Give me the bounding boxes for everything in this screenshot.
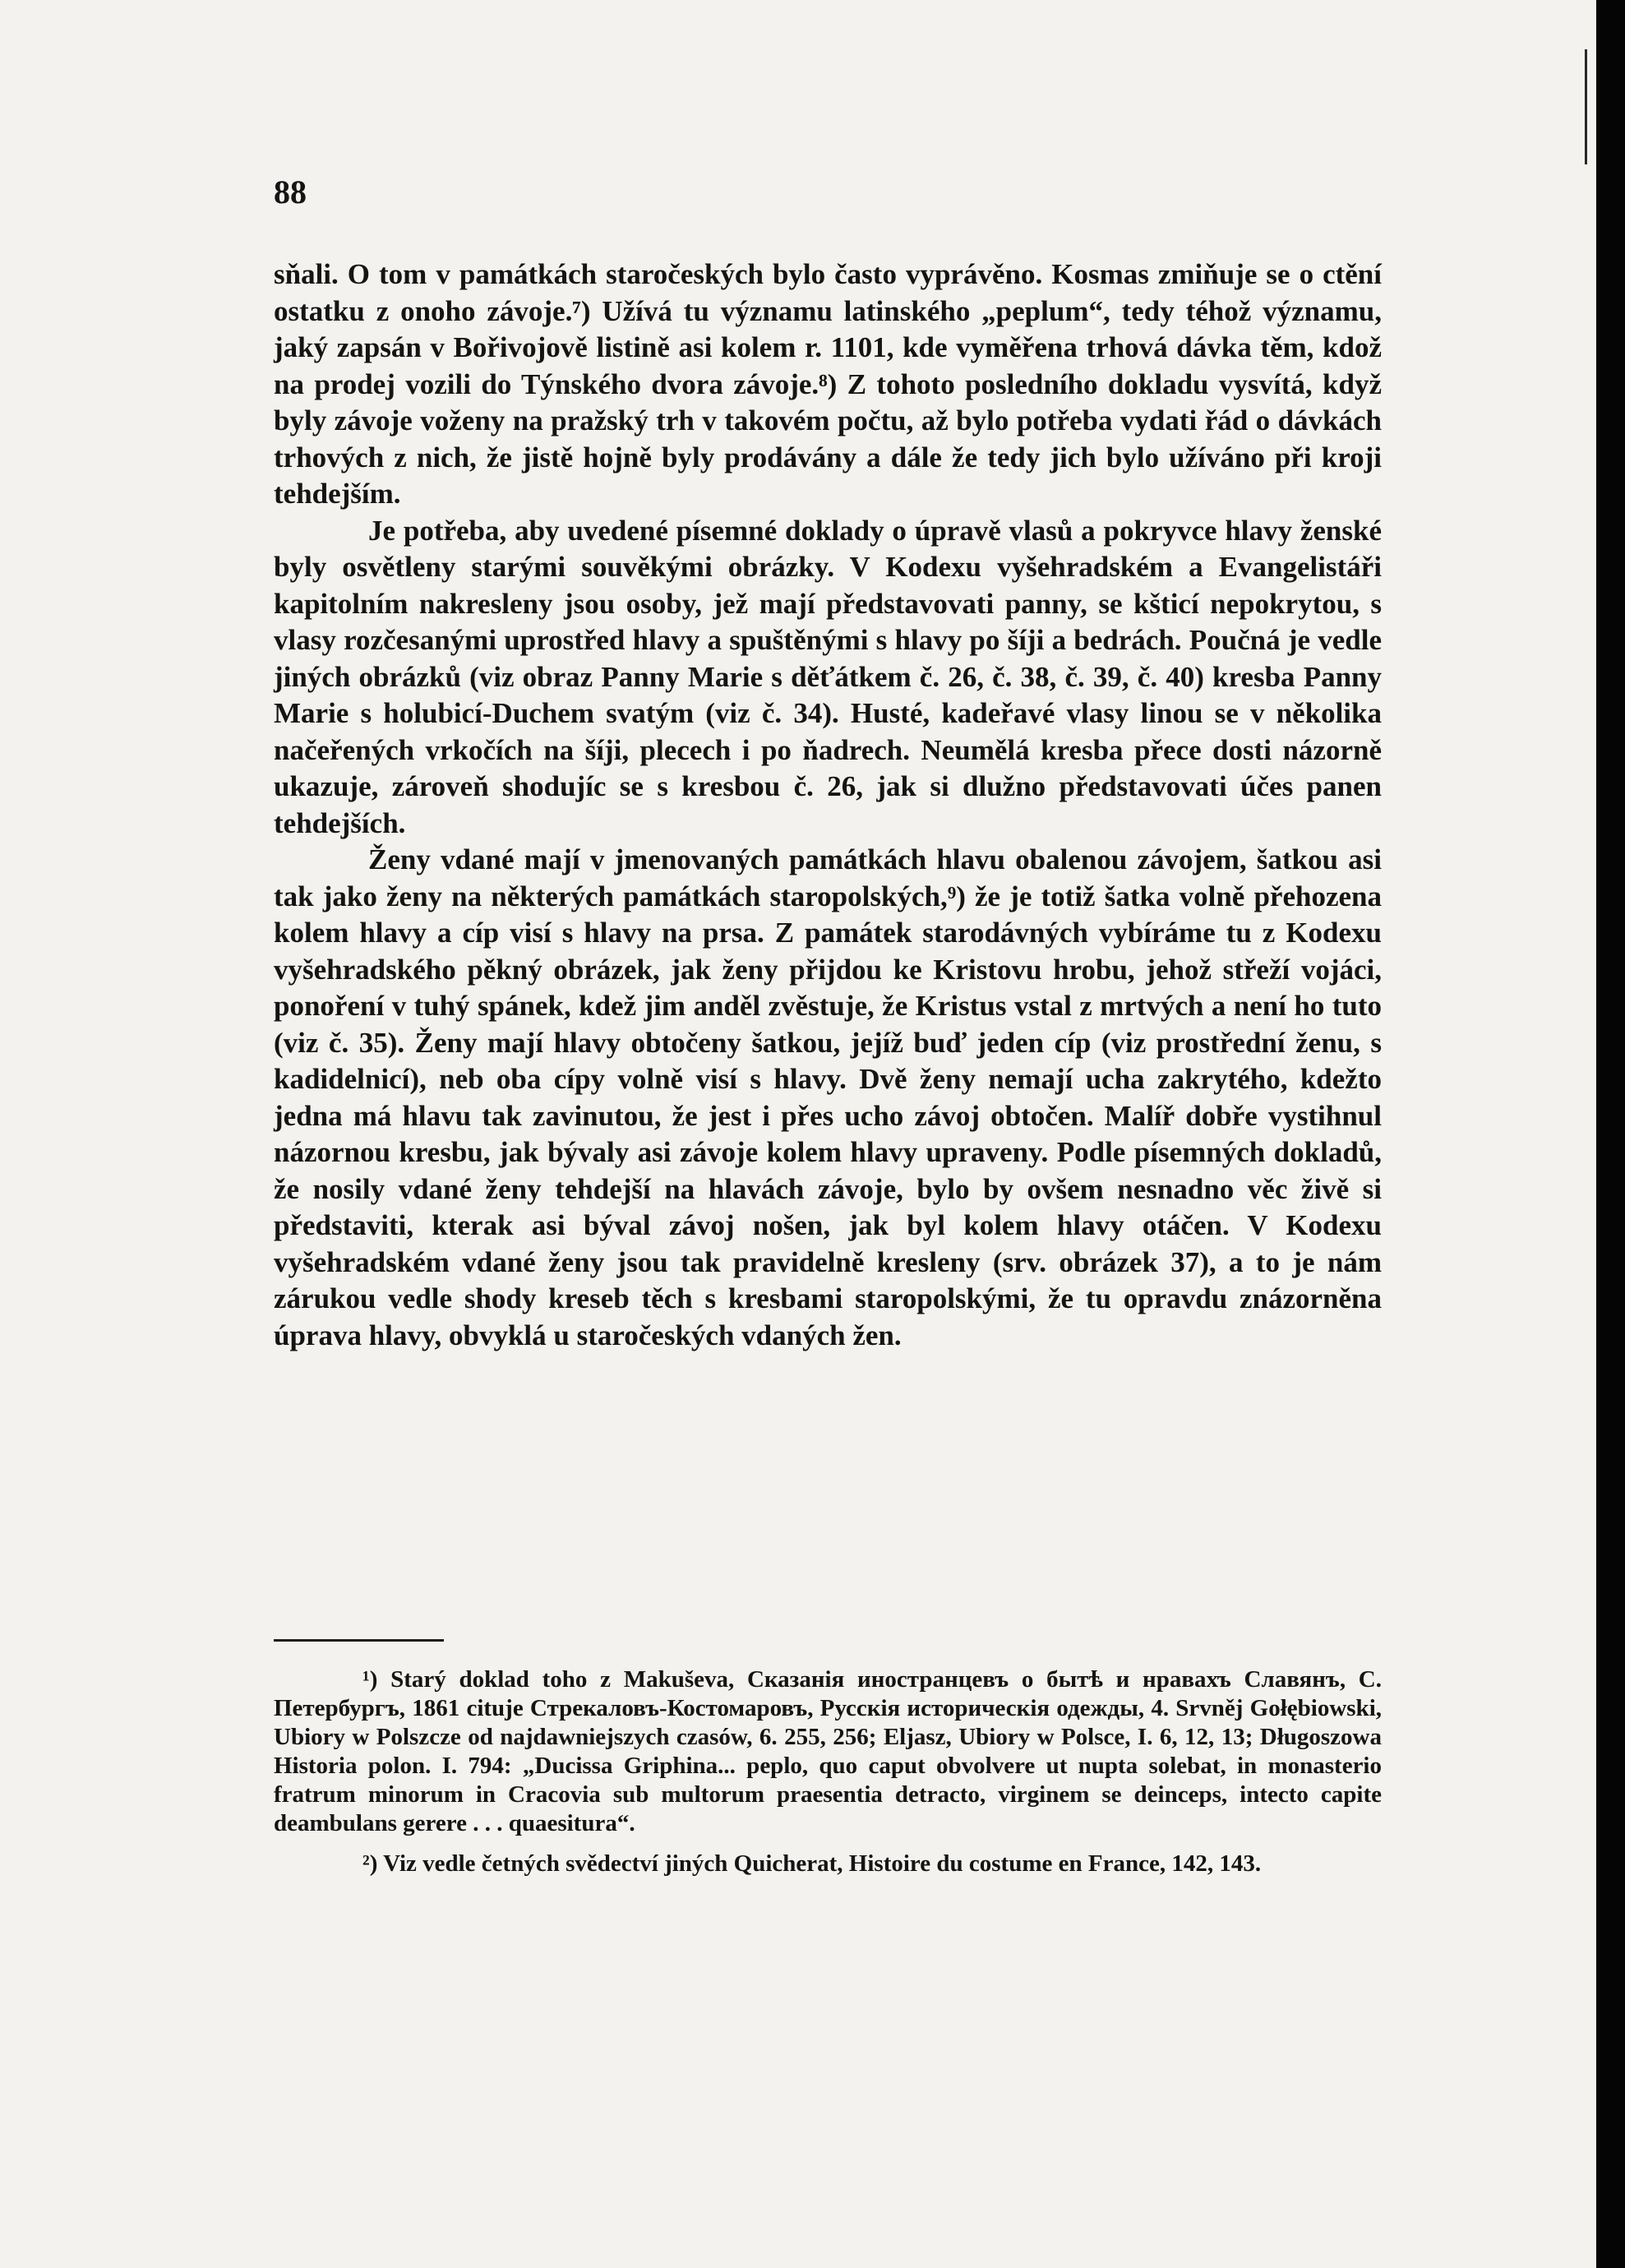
page-number: 88: [274, 173, 307, 210]
scan-border: [1596, 0, 1625, 2268]
footnote-1: ¹) Starý doklad toho z Makuševa, Сказанія иностранцевъ о бытѣ и нравахъ Славянъ, С. Петербургъ, 1861 cituje Стрекаловъ-Костомаровъ, Русскія историческія одежды, 4. Srvněj Gołębiowski, Ubiory w Polszcze od najdawniejszych czasów, 6. 255, 256; Eljasz, Ubiory w Polsce, I. 6, 12, 13; Długoszowa Historia polon. I. 794: „Ducissa Griphina... peplo, quo caput obvolvere ut nupta solebat, in monasterio fratrum minorum in Cracovia sub multorum praesentia detracto, virginem se deinceps, intecto capite deambulans gerere . . . quaesitura“.: [274, 1666, 1382, 1836]
paragraph-3: Ženy vdané mají v jmenovaných památkách hlavu obalenou závojem, šatkou asi tak jako ženy na některých památkách staropolských,⁹) že je totiž šatka volně přehozena kolem hlavy a cíp visí s hlavy na prsa. Z památek starodávných vybíráme tu z Kodexu vyšehradského pěkný obrázek, jak ženy přijdou ke Kristovu hrobu, jehož střeží vojáci, ponoření v tuhý spánek, kdež jim anděl zvěstuje, že Kristus vstal z mrtvých a není ho tuto (viz č. 35). Ženy mají hlavy obtočeny šatkou, jejíž buď jeden cíp (viz prostřední ženu, s kadidelnicí), neb oba cípy volně visí s hlavy. Dvě ženy nemají ucha zakrytého, kdežto jedna má hlavu tak zavinutou, že jest i přes ucho závoj obtočen. Malíř dobře vystihnul názornou kresbu, jak bývaly asi závoje kolem hlavy upraveny. Podle písemných dokladů, že nosily vdané ženy tehdejší na hlavách závoje, bylo by ovšem nesnadno věc živě si představiti, kterak asi býval závoj nošen, jak byl kolem hlavy otáčen. V Kodexu vyšehradském vdané ženy jsou tak pravidelně kresleny (srv. obrázek 37), a to je nám zárukou vedle shody kreseb těch s kresbami staropolskými, že tu opravdu znázorněna úprava hlavy, obvyklá u staročeských vdaných žen.: [274, 843, 1382, 1351]
scan-edge-mark: [1585, 49, 1587, 164]
footnote-2: ²) Viz vedle četných svědectví jiných Quicherat, Histoire du costume en France, 142, 143.: [362, 1850, 1262, 1877]
main-text: [274, 256, 1382, 1354]
paragraph-2: Je potřeba, aby uvedené písemné doklady o úpravě vlasů a pokryvce hlavy ženské byly osvětleny starými souvěkými obrázky. V Kodexu vyšehradském a Evangelistáři kapitolním nakresleny jsou osoby, jež mají představovati panny, se kšticí nepokrytou, s vlasy rozčesanými uprostřed hlavy a spuštěnými s hlavy po šíji a bedrách. Poučná je vedle jiných obrázků (viz obraz Panny Marie s děťátkem č. 26, č. 38, č. 39, č. 40) kresba Panny Marie s holubicí-Duchem svatým (viz č. 34). Husté, kadeřavé vlasy linou se v několika načeřených vrkočích na šíji, plecech i po ňadrech. Neumělá kresba přece dosti názorně ukazuje, zároveň shodujíc se s kresbou č. 26, jak si dlužno představovati účes panen tehdejších.: [274, 514, 1382, 839]
footnotes: [274, 1665, 1382, 1878]
footnote-divider: [274, 1639, 444, 1642]
paragraph-1: sňali. O tom v památkách staročeských bylo často vyprávěno. Kosmas zmiňuje se o ctění ostatku z onoho závoje.⁷) Užívá tu významu latinského „peplum“, tedy téhož významu, jaký zapsán v Bořivojově listině asi kolem r. 1101, kde vyměřena trhová dávka těm, kdož na prodej vozili do Týnského dvora závoje.⁸) Z tohoto posledního dokladu vysvítá, když byly závoje voženy na pražský trh v takovém počtu, až bylo potřeba vydati řád o dávkách trhových z nich, že jistě hojně byly prodávány a dále že tedy jich bylo užíváno při kroji tehdejším.: [274, 258, 1382, 510]
